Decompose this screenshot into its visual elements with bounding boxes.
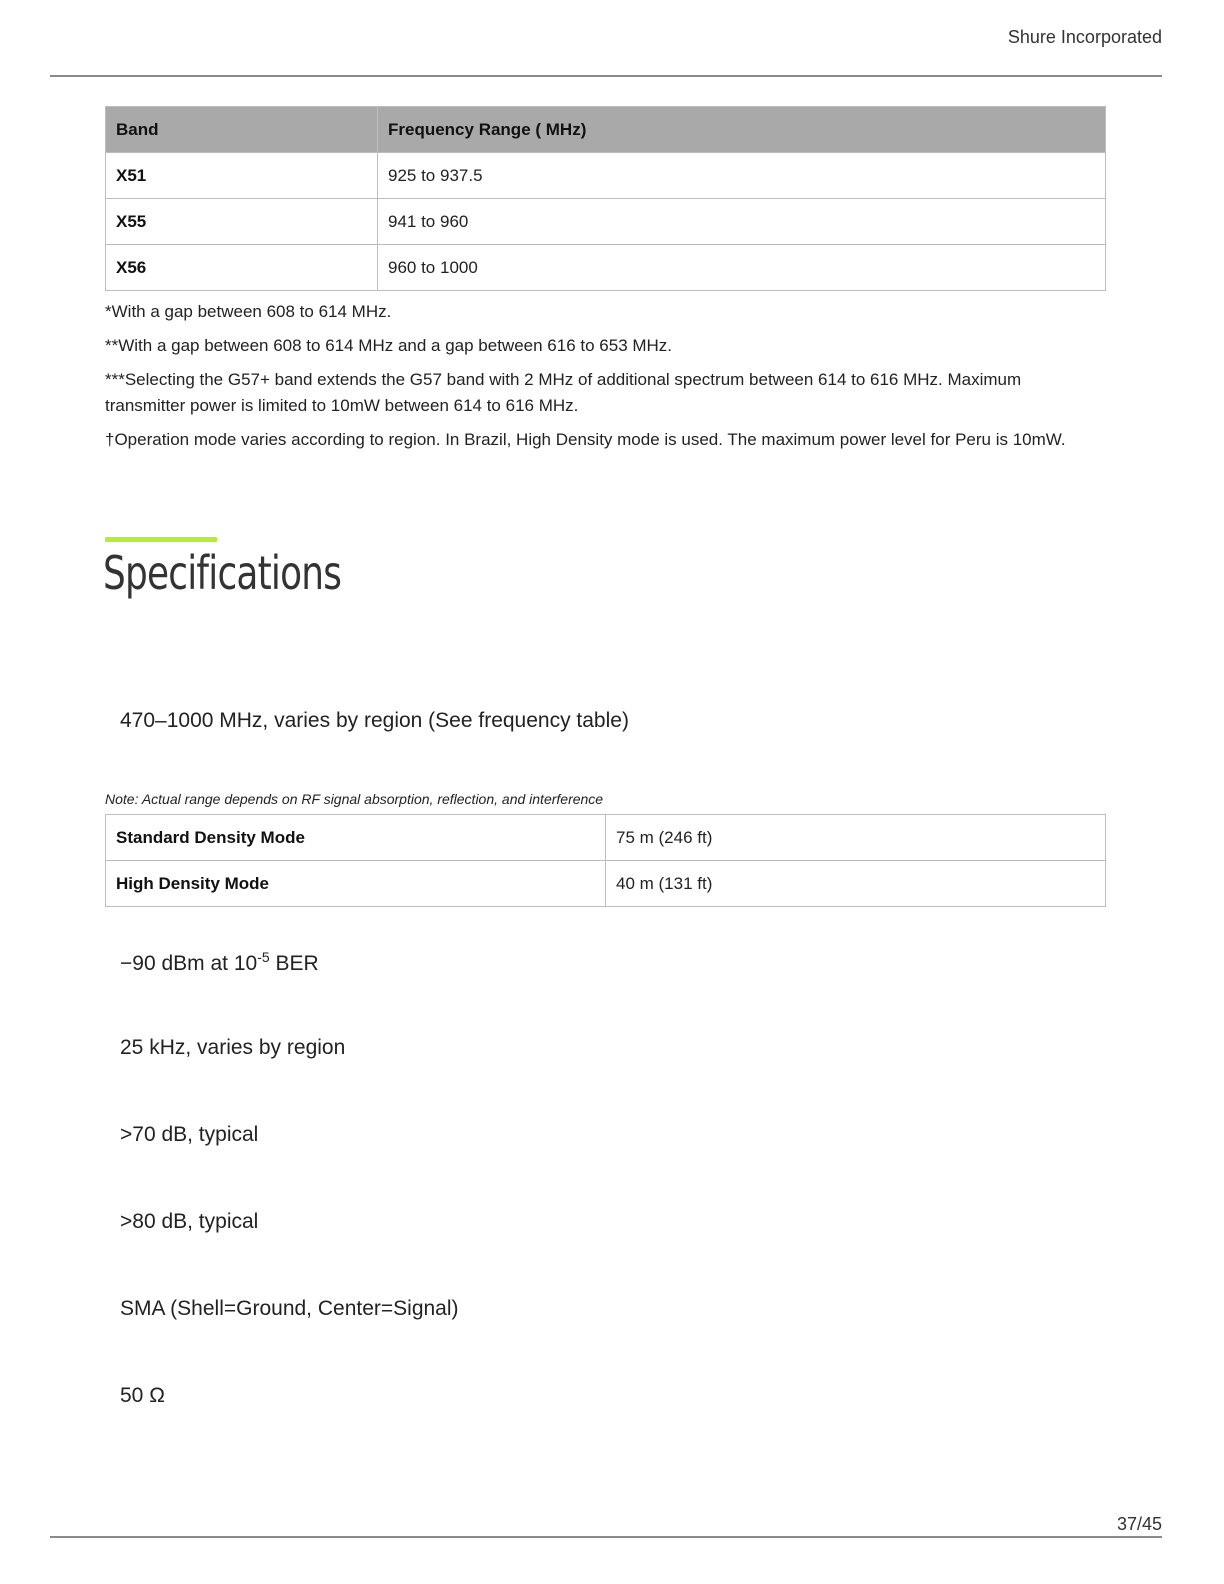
table-row	[106, 245, 1106, 291]
page-number: 37/45	[1116, 1514, 1162, 1534]
band-cell: X56	[106, 245, 378, 291]
section-accent-bar	[105, 537, 217, 542]
table-row	[106, 861, 1106, 907]
distance-cell: 75 m (246 ft)	[606, 815, 1106, 861]
range-note: Note: Actual range depends on RF signal absorption, reflection, and interference	[105, 791, 604, 807]
spec-value-70db: >70 dB, typical	[120, 1123, 259, 1146]
mode-cell: Standard Density Mode	[106, 815, 606, 861]
spec-value-80db: >80 dB, typical	[120, 1210, 259, 1233]
table-row	[106, 815, 1106, 861]
footnotes	[105, 299, 1105, 461]
footnote: †Operation mode varies according to region. In Brazil, High Density mode is used. The maximum power level for Peru is 10mW.	[105, 430, 1066, 449]
spec-frequency-range: 470–1000 MHz, varies by region (See frequency table)	[120, 709, 629, 732]
spec-step-size: 25 kHz, varies by region	[120, 1036, 346, 1059]
spec-impedance: 50 Ω	[120, 1384, 165, 1407]
footnote: **With a gap between 608 to 614 MHz and a gap between 616 to 653 MHz.	[105, 336, 673, 355]
column-header-frequency-range: Frequency Range ( MHz)	[378, 107, 1106, 153]
spec-connector: SMA (Shell=Ground, Center=Signal)	[120, 1297, 459, 1320]
footer-divider	[50, 1536, 1162, 1538]
sensitivity-prefix: −90 dBm at 10	[120, 952, 258, 975]
header-divider	[50, 75, 1162, 77]
section-title: Specifications	[103, 546, 342, 600]
header-company-name: Shure Incorporated	[1007, 27, 1162, 47]
band-cell: X51	[106, 153, 378, 199]
range-cell: 960 to 1000	[378, 245, 1106, 291]
sensitivity-exponent: -5	[257, 949, 270, 965]
frequency-table	[105, 106, 1106, 291]
table-header-row	[106, 107, 1106, 153]
mode-cell: High Density Mode	[106, 861, 606, 907]
range-cell: 925 to 937.5	[378, 153, 1106, 199]
table-row	[106, 199, 1106, 245]
footnote: ***Selecting the G57+ band extends the G57 band with 2 MHz of additional spectrum between 614 to 616 MHz. Maximum transmitter power is limited to 10mW between 614 to 616 MHz.	[105, 370, 1022, 415]
column-header-band: Band	[106, 107, 378, 153]
range-cell: 941 to 960	[378, 199, 1106, 245]
range-table	[105, 814, 1106, 907]
band-cell: X55	[106, 199, 378, 245]
spec-sensitivity	[120, 949, 319, 976]
distance-cell: 40 m (131 ft)	[606, 861, 1106, 907]
table-row	[106, 153, 1106, 199]
sensitivity-suffix: BER	[269, 952, 319, 975]
footnote: *With a gap between 608 to 614 MHz.	[105, 302, 392, 321]
